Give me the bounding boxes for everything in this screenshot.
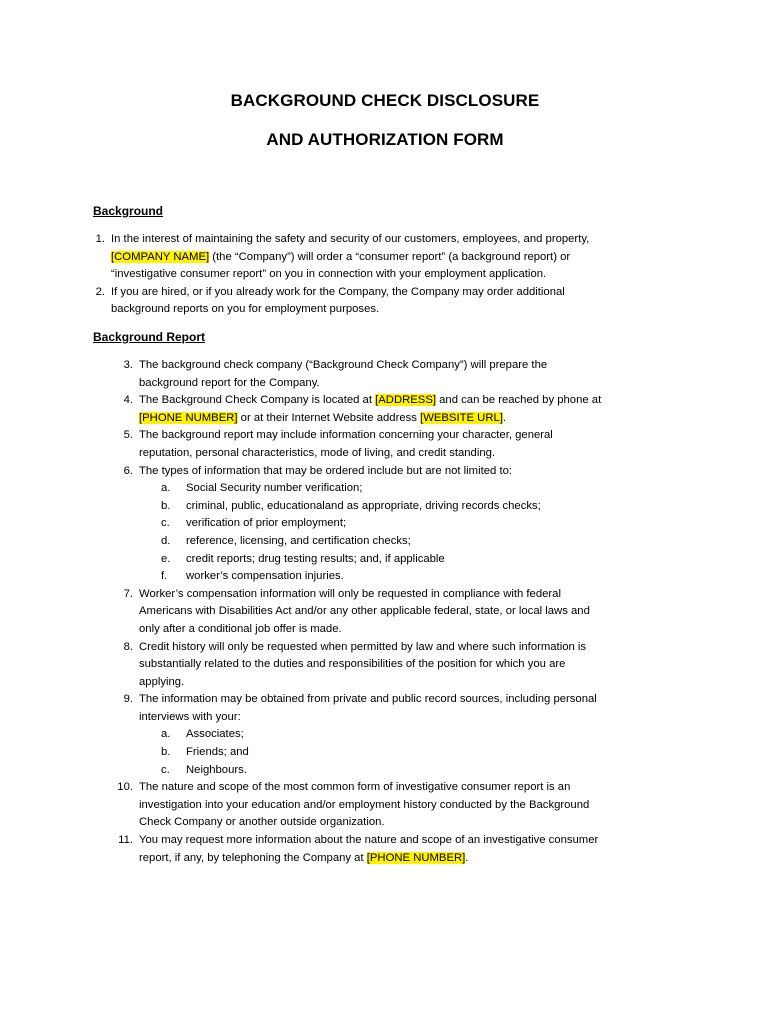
item-text: .	[465, 851, 469, 864]
list-item	[118, 832, 689, 867]
item-line: The types of information that may be ordered include but are not limited to:	[139, 464, 513, 477]
list-item	[95, 231, 691, 284]
item-line: interviews with your:	[139, 710, 241, 723]
sub-item-letter: e.	[161, 552, 171, 565]
sub-item-letter: a.	[161, 728, 171, 741]
background-list	[95, 231, 691, 319]
item-number: 5.	[123, 429, 133, 442]
item-line: The background check company (“Background Check Company”) will prepare the	[139, 359, 548, 371]
list-item	[117, 779, 689, 832]
sub-list-item	[139, 533, 689, 551]
sub-item-text: Associates;	[186, 728, 244, 741]
item-line	[139, 850, 689, 868]
list-item	[123, 392, 689, 427]
item-number: 3.	[123, 359, 133, 371]
section-heading-background: Background	[93, 204, 164, 218]
item-number: 9.	[123, 693, 133, 706]
item-number: 4.	[123, 394, 133, 407]
placeholder-address: [ADDRESS]	[375, 394, 437, 407]
sub-item-letter: c.	[161, 517, 170, 530]
item-number: 7.	[123, 587, 133, 600]
item-number: 1.	[95, 233, 105, 245]
item-text: .	[502, 411, 507, 424]
item-text: or at their Internet Website address	[237, 411, 421, 424]
item-text: and can be reached by phone at	[436, 394, 602, 407]
placeholder-phone-number: [PHONE NUMBER]	[139, 411, 238, 424]
item-line: only after a conditional job offer is made.	[139, 622, 342, 635]
list-item	[123, 586, 689, 639]
item-line: substantially related to the duties and responsibilities of the position for which you are	[139, 658, 566, 671]
section-heading-background-report: Background Report	[93, 330, 206, 344]
item-line: “investigative consumer report” on you in connection with your employment application.	[111, 268, 547, 281]
sub-item-text: criminal, public, educationaland as appropriate, driving records checks;	[186, 499, 541, 512]
sub-item-letter: f.	[161, 570, 168, 583]
item-line	[139, 410, 689, 428]
item-text: The Background Check Company is located at	[139, 394, 376, 407]
sub-list-item	[139, 498, 689, 516]
item-line	[111, 249, 691, 267]
background-report-list	[117, 357, 689, 867]
sub-item-text: verification of prior employment;	[186, 517, 347, 530]
form-title-line-2: AND AUTHORIZATION FORM	[266, 130, 504, 149]
item-line: Americans with Disabilities Act and/or any other applicable federal, state, or local laws and	[139, 605, 590, 618]
sub-item-text: reference, licensing, and certification checks;	[186, 534, 411, 547]
item-line: background reports on you for employment purposes.	[111, 303, 380, 316]
item-text: (the “Company”) will order a “consumer report” (a background report) or	[209, 250, 571, 263]
form-title-line-1: BACKGROUND CHECK DISCLOSURE	[230, 91, 540, 110]
placeholder-phone-number: [PHONE NUMBER]	[366, 851, 466, 864]
item-line: applying.	[139, 675, 185, 688]
item-line: The information may be obtained from private and public record sources, including personal	[139, 693, 597, 706]
sub-list-item	[139, 551, 689, 569]
sub-list-item	[139, 568, 689, 586]
list-item	[123, 427, 689, 462]
item-line	[139, 392, 689, 410]
item-line: Worker’s compensation information will only be requested in compliance with federal	[139, 587, 561, 600]
item-number: 11.	[118, 834, 133, 847]
sub-list	[139, 480, 689, 586]
item-line: The background report may include information concerning your character, general	[139, 429, 553, 442]
sub-item-letter: d.	[161, 534, 171, 547]
list-item	[95, 284, 691, 319]
sub-item-letter: a.	[161, 482, 171, 495]
item-text: report, if any, by telephoning the Company at	[139, 851, 367, 864]
sub-list-item	[139, 762, 689, 780]
item-line: investigation into your education and/or employment history conducted by the Background	[139, 798, 590, 811]
item-line: In the interest of maintaining the safety and security of our customers, employees, and property,	[111, 233, 590, 245]
sub-item-text: Neighbours.	[186, 763, 247, 776]
list-item	[123, 463, 689, 586]
item-number: 2.	[95, 285, 105, 298]
sub-list-item	[139, 480, 689, 498]
item-line: If you are hired, or if you already work for the Company, the Company may order additional	[111, 285, 565, 298]
item-line: background report for the Company.	[139, 376, 320, 389]
sub-item-text: Friends; and	[186, 746, 249, 759]
sub-item-text: credit reports; drug testing results; and, if applicable	[186, 552, 445, 565]
item-line: Check Company or another outside organization.	[139, 816, 385, 829]
list-item	[123, 357, 689, 392]
item-line: Credit history will only be requested when permitted by law and where such information is	[139, 640, 587, 653]
sub-item-text: worker’s compensation injuries.	[186, 570, 344, 583]
sub-item-letter: b.	[161, 499, 171, 512]
item-number: 10.	[117, 781, 133, 794]
sub-list-item	[139, 726, 689, 744]
sub-item-text: Social Security number verification;	[186, 482, 363, 495]
list-item	[123, 639, 689, 692]
item-line: You may request more information about the nature and scope of an investigative consumer	[139, 834, 599, 847]
item-number: 8.	[123, 640, 133, 653]
sub-item-letter: c.	[161, 763, 170, 776]
placeholder-website-url: [WEBSITE URL]	[420, 411, 503, 424]
sub-list-item	[139, 744, 689, 762]
sub-list-item	[139, 515, 689, 533]
sub-item-letter: b.	[161, 746, 171, 759]
item-number: 6.	[123, 464, 133, 477]
item-line: reputation, personal characteristics, mode of living, and credit standing.	[139, 446, 496, 459]
list-item	[123, 691, 689, 779]
placeholder-company-name: [COMPANY NAME]	[111, 250, 210, 263]
item-line: The nature and scope of the most common form of investigative consumer report is an	[139, 781, 571, 794]
sub-list	[139, 726, 689, 779]
